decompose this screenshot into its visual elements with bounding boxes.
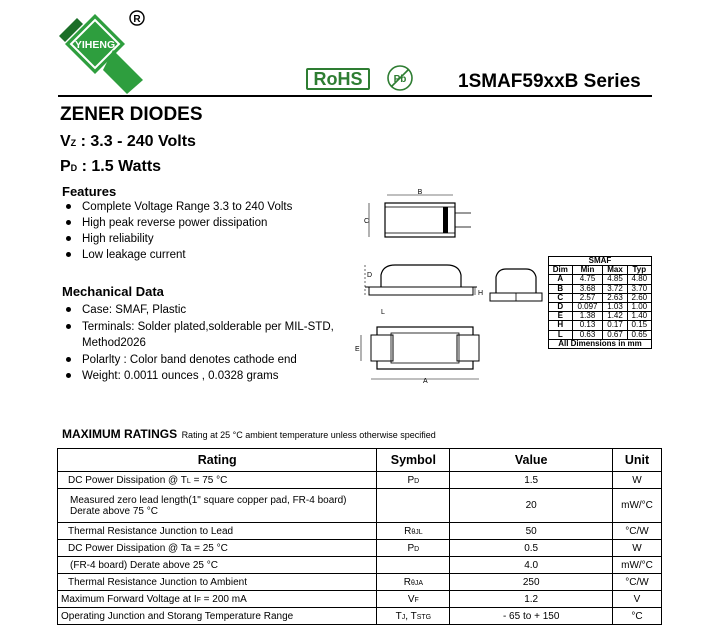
symbol-cell <box>377 472 450 489</box>
rating-text: (FR-4 board) Derate above 25 °C <box>70 559 218 571</box>
dimension-value: 3.68 <box>572 284 603 293</box>
features-list <box>62 199 292 263</box>
dim-label-h: H <box>478 290 484 297</box>
dimension-value: 0.15 <box>627 321 651 330</box>
symbol-text: T <box>395 610 402 622</box>
rohs-badge: RoHS <box>306 68 370 90</box>
dimension-value: 2.60 <box>627 293 651 302</box>
dimension-table-title: SMAF <box>549 257 652 266</box>
dimension-value: 4.85 <box>603 275 627 284</box>
dimension-name: E <box>549 312 573 321</box>
rating-text-line2: Derate above 75 °C <box>70 505 158 517</box>
rating-text: Thermal Resistance Junction to Ambient <box>68 576 247 588</box>
dim-label-c: C <box>364 218 370 225</box>
mechanical-item: Case: SMAF, Plastic <box>62 302 334 319</box>
dimension-value: 1.00 <box>627 303 651 312</box>
ratings-heading-line <box>62 425 436 443</box>
ratings-heading: MAXIMUM RATINGS <box>62 427 178 441</box>
dimension-row <box>549 330 652 339</box>
dimension-value: 1.03 <box>603 303 627 312</box>
symbol-text: R <box>404 525 412 537</box>
symbol-text: P <box>407 542 415 554</box>
dimension-value: 1.40 <box>627 312 651 321</box>
unit-cell: mW/°C <box>613 489 662 523</box>
value-cell: - 65 to + 150 <box>450 608 613 625</box>
symbol-subscript: D <box>414 477 420 485</box>
rating-text: DC Power Dissipation @ Ta = 25 °C <box>68 542 228 554</box>
value-cell: 250 <box>450 574 613 591</box>
symbol-cell <box>377 574 450 591</box>
mechanical-item: Polarlty : Color band denotes cathode end <box>62 352 334 369</box>
value-cell: 50 <box>450 523 613 540</box>
symbol-subscript: θJL <box>411 528 423 536</box>
dimension-value: 1.42 <box>603 312 627 321</box>
dimension-value: 0.097 <box>572 303 603 312</box>
ratings-row <box>58 540 662 557</box>
feature-item: Complete Voltage Range 3.3 to 240 Volts <box>62 199 292 215</box>
rating-subscript: L <box>186 477 191 485</box>
ratings-header-rating: Rating <box>58 449 377 472</box>
rating-text: Maximum Forward Voltage at I <box>61 593 197 605</box>
features-heading: Features <box>62 184 117 199</box>
symbol-text: P <box>407 474 415 486</box>
value-cell: 1.5 <box>450 472 613 489</box>
dim-label-d: D <box>367 272 373 279</box>
ratings-header-symbol: Symbol <box>377 449 450 472</box>
ratings-row <box>58 523 662 540</box>
symbol-subscript-2: STG <box>416 613 432 621</box>
dimension-table <box>548 256 652 349</box>
vz-symbol: V <box>60 133 71 150</box>
rating-text: DC Power Dissipation @ T <box>68 474 187 486</box>
pb-free-icon <box>386 64 414 92</box>
dim-header: Max <box>603 266 627 275</box>
dimension-value: 3.72 <box>603 284 627 293</box>
symbol-text: V <box>407 593 415 605</box>
ratings-row <box>58 472 662 489</box>
maximum-ratings-table <box>57 448 662 625</box>
symbol-text-mid: , T <box>405 610 417 622</box>
ratings-note: Rating at 25 °C ambient temperature unless otherwise specified <box>181 430 436 440</box>
rating-text: Measured zero lead length(1" square copper pad, FR-4 board) <box>70 494 347 506</box>
dimension-value: 1.38 <box>572 312 603 321</box>
unit-cell: W <box>613 540 662 557</box>
logo-text: YIHENG <box>74 39 116 51</box>
dimension-value: 0.67 <box>603 330 627 339</box>
pb-label: Pb <box>393 74 407 85</box>
rating-text: Thermal Resistance Junction to Lead <box>68 525 234 537</box>
unit-cell: °C/W <box>613 523 662 540</box>
ratings-header-value: Value <box>450 449 613 472</box>
value-cell: 4.0 <box>450 557 613 574</box>
header-divider <box>58 95 652 97</box>
product-title: ZENER DIODES <box>60 104 203 125</box>
symbol-cell <box>377 523 450 540</box>
value-cell: 20 <box>450 489 613 523</box>
dimension-row <box>549 321 652 330</box>
dimension-row <box>549 284 652 293</box>
rating-cell <box>58 523 377 540</box>
vz-subscript: Z <box>70 138 77 148</box>
vz-text: : 3.3 - 240 Volts <box>76 133 196 150</box>
unit-cell: W <box>613 472 662 489</box>
svg-text:R: R <box>133 14 141 25</box>
rating-cell <box>58 472 377 489</box>
dimension-name: H <box>549 321 573 330</box>
pd-text: : 1.5 Watts <box>77 158 162 175</box>
mechanical-item-continued: Method2026 <box>82 337 146 349</box>
rating-cell <box>58 489 377 523</box>
symbol-text: R <box>403 576 411 588</box>
dimension-name: D <box>549 303 573 312</box>
ratings-row <box>58 557 662 574</box>
feature-item: Low leakage current <box>62 247 292 263</box>
rating-text: Operating Junction and Storang Temperature Range <box>61 610 294 622</box>
symbol-subscript: θJA <box>410 579 423 587</box>
ratings-row <box>58 574 662 591</box>
dimension-value: 2.63 <box>603 293 627 302</box>
unit-cell: V <box>613 591 662 608</box>
dimension-value: 2.57 <box>572 293 603 302</box>
pd-symbol: P <box>60 158 71 175</box>
rating-cell <box>58 557 377 574</box>
rating-text-tail: = 200 mA <box>200 593 247 605</box>
dimension-value: 0.65 <box>627 330 651 339</box>
rating-cell <box>58 574 377 591</box>
value-cell: 1.2 <box>450 591 613 608</box>
power-spec <box>60 158 161 176</box>
dimension-value: 4.80 <box>627 275 651 284</box>
symbol-cell <box>377 591 450 608</box>
unit-cell: mW/°C <box>613 557 662 574</box>
symbol-cell <box>377 557 450 574</box>
voltage-spec <box>60 133 196 151</box>
series-title: 1SMAF59xxB Series <box>458 71 641 92</box>
dimension-value: 3.70 <box>627 284 651 293</box>
dimension-name: A <box>549 275 573 284</box>
dimension-value: 0.17 <box>603 321 627 330</box>
ratings-row <box>58 489 662 523</box>
symbol-cell <box>377 608 450 625</box>
dim-header: Dim <box>549 266 573 275</box>
dimension-value: 0.63 <box>572 330 603 339</box>
dimension-row <box>549 275 652 284</box>
mechanical-heading: Mechanical Data <box>62 284 164 299</box>
mechanical-list <box>62 302 334 385</box>
dimension-value: 0.13 <box>572 321 603 330</box>
rating-subscript: F <box>196 596 201 604</box>
dimension-value: 4.75 <box>572 275 603 284</box>
symbol-subscript: D <box>414 545 420 553</box>
rating-cell <box>58 591 377 608</box>
rating-cell <box>58 540 377 557</box>
dim-label-b: B <box>417 189 423 196</box>
dimension-name: L <box>549 330 573 339</box>
ratings-row <box>58 608 662 625</box>
unit-cell: °C <box>613 608 662 625</box>
mechanical-item: Weight: 0.0011 ounces , 0.0328 grams <box>62 368 334 385</box>
dimension-name: B <box>549 284 573 293</box>
symbol-cell <box>377 540 450 557</box>
dim-label-a: A <box>423 378 428 385</box>
symbol-subscript: J <box>401 613 406 621</box>
ratings-row <box>58 591 662 608</box>
dim-label-l: L <box>381 309 385 316</box>
feature-item: High peak reverse power dissipation <box>62 215 292 231</box>
mechanical-item: Terminals: Solder plated,solderable per MIL-STD, <box>62 319 334 336</box>
symbol-subscript: F <box>414 596 419 604</box>
feature-item: High reliability <box>62 231 292 247</box>
rating-cell <box>58 608 377 625</box>
pd-subscript: D <box>70 163 78 173</box>
dim-header: Min <box>572 266 603 275</box>
symbol-cell <box>377 489 450 523</box>
dimension-footer: All Dimensions in mm <box>549 339 652 348</box>
dimension-name: C <box>549 293 573 302</box>
unit-cell: °C/W <box>613 574 662 591</box>
ratings-header-unit: Unit <box>613 449 662 472</box>
rating-text-tail: = 75 °C <box>190 474 228 486</box>
dim-label-e: E <box>355 346 360 353</box>
package-end-view-drawing <box>486 263 546 305</box>
value-cell: 0.5 <box>450 540 613 557</box>
dim-header: Typ <box>627 266 651 275</box>
yiheng-logo <box>55 8 155 94</box>
